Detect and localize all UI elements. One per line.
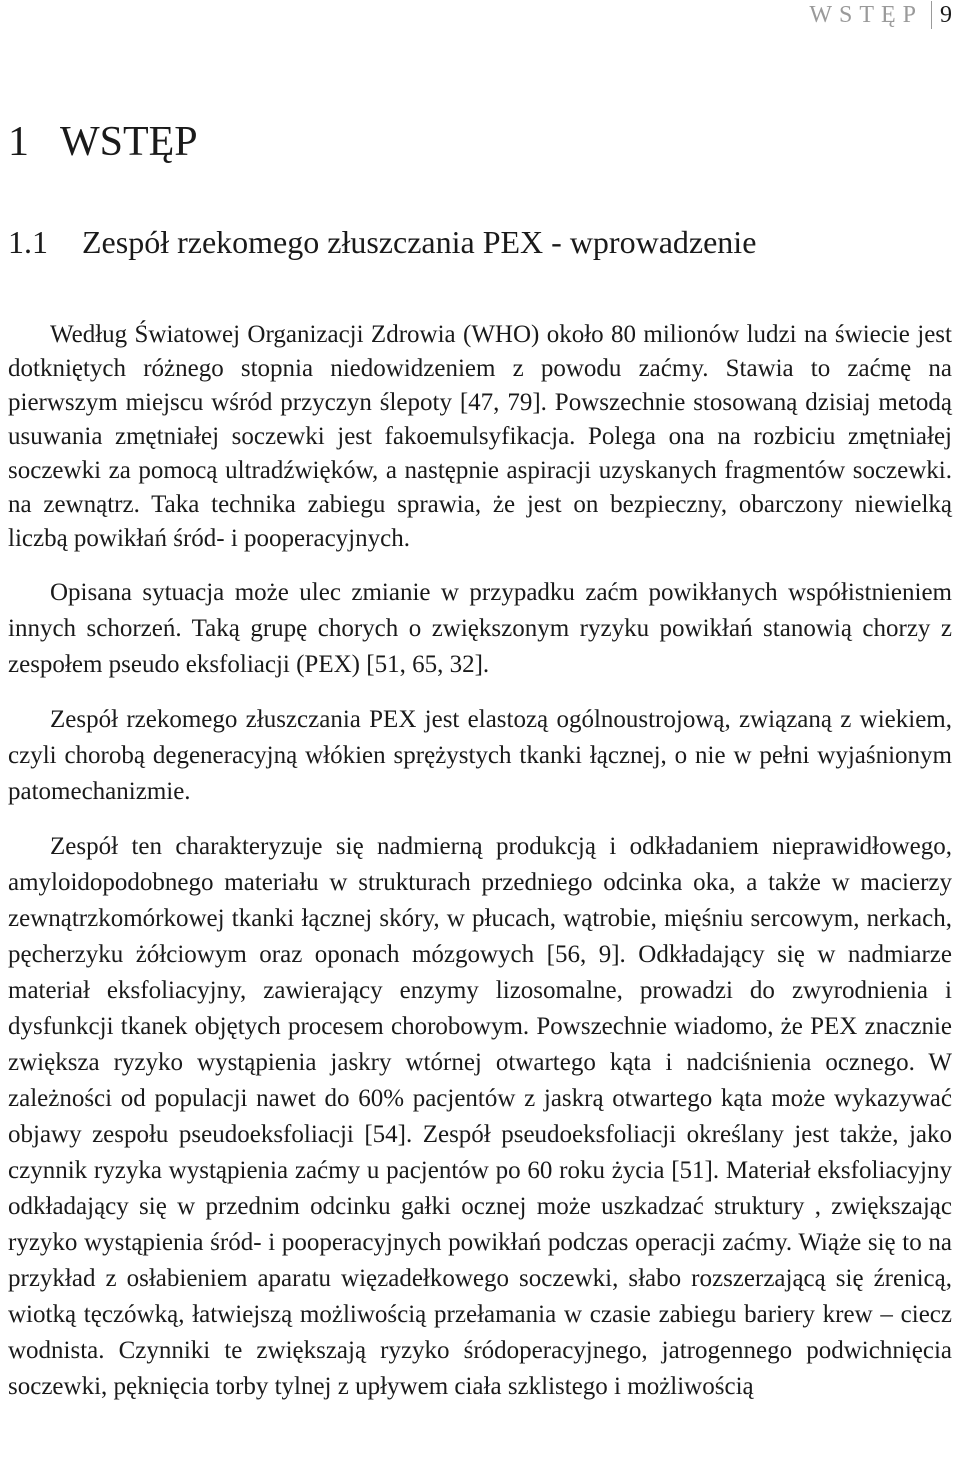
section-number: 1.1 xyxy=(8,224,48,260)
paragraph: Zespół rzekomego złuszczania PEX jest elastozą ogólnoustrojową, związaną z wiekiem, czyli chorobą degeneracyjną włókien sprężystych tkanki łącznej, o nie w pełni wyjaśnionym patomechanizmie. xyxy=(8,706,952,805)
running-header xyxy=(809,0,952,30)
chapter-title: WSTĘP xyxy=(60,119,198,165)
paragraph: Według Światowej Organizacji Zdrowia (WHO) około 80 milionów ludzi na świecie jest dotkniętych różnego stopnia niedowidzeniem z powodu zaćmy. Stawia to zaćmę na pierwszym miejscu wśród przyczyn ślepoty [47, 79]. Powszechnie stosowaną dzisiaj metodą usuwania zmętniałej soczewki jest fakoemulsyfikacja. Polega ona na rozbiciu zmętniałej soczewki za pomocą ultradźwięków, a następnie aspiracji uzyskanych fragmentów soczewki. na zewnątrz. Taka technika zabiegu sprawia, że jest on bezpieczny, obarczony niewielką liczbą powikłań śród- i pooperacyjnych. xyxy=(8,321,952,552)
running-header-title: WSTĘP xyxy=(809,1,923,28)
section-heading xyxy=(8,224,756,261)
running-header-divider xyxy=(931,1,932,29)
section-title: Zespół rzekomego złuszczania PEX - wprowadzenie xyxy=(82,224,757,260)
paragraph: Zespół ten charakteryzuje się nadmierną produkcją i odkładaniem nieprawidłowego, amyloidopodobnego materiału w strukturach przedniego odcinka oka, a także w macierzy zewnątrzkomórkowej tkanki łącznej skóry, w płucach, wątrobie, mięśniu sercowym, nerkach, pęcherzyku żółciowym oraz oponach mózgowych [56, 9]. Odkładający się w nadmiarze materiał eksfoliacyjny, zawierający enzymy lizosomalne, prowadzi do zwyrodnienia i dysfunkcji tkanek objętych procesem chorobowym. Powszechnie wiadomo, że PEX znacznie zwiększa ryzyko wystąpienia jaskry wtórnej otwartego kąta i nadciśnienia ocznego. W zależności od populacji nawet do 60% pacjentów z jaskrą otwartego kąta może wykazywać objawy zespołu pseudoeksfoliacji [54]. Zespół pseudoeksfoliacji określany jest także, jako czynnik ryzyka wystąpienia zaćmy u pacjentów po 60 roku życia [51]. Materiał eksfoliacyjny odkładający się w przednim odcinku gałki ocznej może uszkadzać struktury , zwiększając ryzyko wystąpienia śród- i pooperacyjnych powikłań podczas operacji zaćmy. Wiąże się to na przykład z osłabieniem aparatu więzadełkowego soczewki, słabo rozszerzającą się źrenicą, wiotką tęczówką, łatwiejszą możliwością przełamania w czasie zabiegu bariery krew – ciecz wodnista. Czynniki te zwiększają ryzyko śródoperacyjnego, jatrogennego podwichnięcia soczewki, pęknięcia torby tylnej z upływem ciała szklistego i możliwością xyxy=(8,833,952,1400)
body-text xyxy=(8,318,952,1405)
paragraph: Opisana sytuacja może ulec zmianie w przypadku zaćm powikłanych współistnieniem innych schorzeń. Taką grupę chorych o zwiększonym ryzyku powikłań stanowią chorzy z zespołem pseudo eksfoliacji (PEX) [51, 65, 32]. xyxy=(8,579,952,678)
chapter-heading xyxy=(8,118,198,166)
chapter-number: 1 xyxy=(8,119,29,165)
page-number: 9 xyxy=(940,1,952,28)
